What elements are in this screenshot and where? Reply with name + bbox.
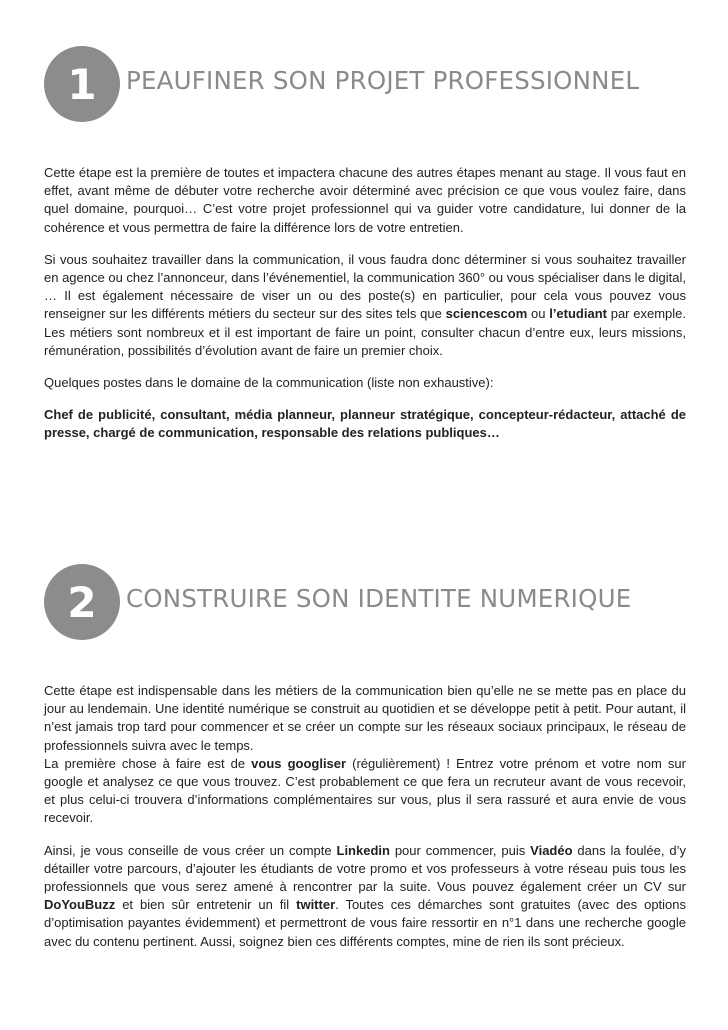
linkedin-mention: Linkedin	[336, 842, 390, 858]
vous-googliser-mention: vous googliser	[251, 755, 347, 771]
section-1-paragraph-2	[44, 251, 686, 360]
text-run: (régulièrement) ! Entrez votre prénom et votre nom sur google et analysez ce que vous trouvez. C’est probablement ce que fera un recruteur avant de vous recevoir, et plus celui-ci trouvera d’informations complémentaires sur vous, plus il sera rassuré et aura envie de vous recevoir.	[44, 755, 686, 826]
section-1-header	[44, 46, 684, 124]
text-run: pour commencer, puis	[389, 842, 531, 858]
text-run: ou	[527, 306, 550, 322]
text-run: Si vous souhaitez travailler dans la communication, il vous faudra donc déterminer si vous souhaitez travailler en agence ou chez l’annonceur, dans l’événementiel, la communication 360° ou vous spécialiser dans le digital, … Il est également nécessaire de viser un ou des poste(s) en particulier, pour cela vous pouvez vous renseigner sur les différents métiers du secteur sur des sites tels que	[44, 251, 686, 322]
section-2-body	[44, 682, 686, 951]
text-run: dans la foulée, d’y détailler votre parcours, d’ajouter les étudiants de votre promo et vos professeurs à votre réseau puis tous les professionnels que vous serez amené à rencontrer par la suite. Vous pouvez également créer un CV sur	[44, 842, 687, 895]
section-1-number-badge: 1	[44, 46, 120, 122]
doyoubuzz-mention: DoYouBuzz	[44, 897, 116, 913]
text-run: Ainsi, je vous conseille de vous créer un compte	[44, 842, 337, 858]
section-2-header	[44, 564, 684, 642]
section-2-paragraph-3	[44, 842, 686, 951]
text-run: et bien sûr entretenir un fil	[115, 897, 297, 913]
section-1-title: PEAUFINER SON PROJET PROFESSIONNEL	[126, 66, 640, 95]
text-run: La première chose à faire est de	[44, 755, 252, 771]
section-2-paragraph-1: Cette étape est indispensable dans les métiers de la communication bien qu’elle ne se mette pas en place du jour au lendemain. Une identité numérique se construit au quotidien et se développe petit à petit. Pour autant, il n’est jamais trop tard pour commencer et se créer un compte sur les réseaux sociaux principaux, le réseau de professionnels suivra avec le temps.	[44, 683, 686, 753]
job-list-text: Chef de publicité, consultant, média planneur, planneur stratégique, concepteur-rédacteur, attaché de presse, chargé de communication, responsable des relations publiques…	[44, 407, 686, 441]
section-2-number-badge: 2	[44, 564, 120, 640]
twitter-mention: twitter	[296, 897, 336, 913]
section-2-paragraph-2	[44, 755, 686, 828]
section-1-paragraph-3: Quelques postes dans le domaine de la communication (liste non exhaustive):	[44, 375, 494, 391]
text-run: par exemple. Les métiers sont nombreux et il est important de faire un point, consulter chacun d’entre eux, leurs missions, rémunération, possibilités d’évolution avant de faire un premier choix.	[44, 306, 686, 358]
job-list	[44, 406, 686, 442]
section-1-paragraph-1: Cette étape est la première de toutes et impactera chacune des autres étapes menant au stage. Il vous faut en effet, avant même de débuter votre recherche avoir déterminé avec précision ce que vous voulez faire, dans quel domaine, pourquoi… C’est votre projet professionnel qui va guider votre candidature, lui donner de la cohérence et vous permettra de faire la différence lors de votre entretien.	[44, 165, 686, 235]
section-2-title: CONSTRUIRE SON IDENTITE NUMERIQUE	[126, 584, 632, 613]
sciencescom-mention: sciencescom	[445, 306, 528, 322]
text-run: . Toutes ces démarches sont gratuites (avec des options d’optimisation payantes évidemment) et permettront de vous faire ressortir en n°1 dans une recherche google avec du contenu pertinent. Aussi, soignez bien ces différents comptes, mine de rien ils sont précieux.	[44, 897, 687, 949]
letudiant-mention: l’etudiant	[549, 306, 607, 322]
viadeo-mention: Viadéo	[530, 842, 573, 858]
section-1-body	[44, 164, 686, 443]
